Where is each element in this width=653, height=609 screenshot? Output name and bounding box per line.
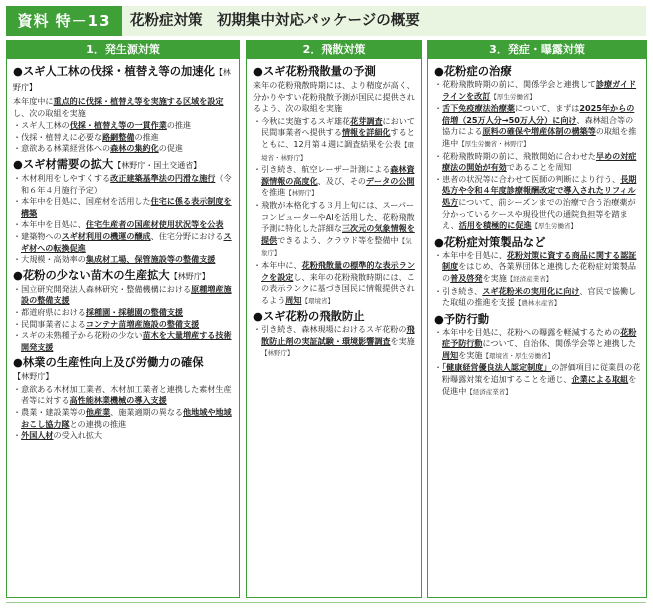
- section-title: ●花粉の少ない苗木の生産拡大【林野庁】: [13, 268, 210, 282]
- column-source-measures: [6, 40, 240, 598]
- list-item: ・ 木材利用をしやすくする改正建築基準法の円滑な施行（令和６年４月施行予定）: [13, 173, 234, 196]
- list-item: ・ 本年中を目処に、国産材を活用した住宅に係る表示制度を構築: [13, 196, 234, 219]
- column-body: [247, 59, 421, 360]
- list-item: ・ 引き続き、森林現場におけるスギ花粉の飛散防止剤の実証試験・環境影響調査を実施【林野庁】: [253, 324, 416, 360]
- list-item: ・ スギの未熟種子から花粉の少ない苗木を大量増産する技術開発支援: [13, 330, 234, 353]
- list-item: ・ 花粉飛散時期の前に、関係学会と連携して診療ガイドラインを改訂【厚生労働省】: [434, 79, 641, 103]
- column-heading: 3．発症・曝露対策: [428, 41, 646, 59]
- paragraph: 本年度中に重点的に伐採・植替え等を実施する区域を設定し、次の取組を実施: [13, 96, 224, 118]
- document-badge: 資料 特－13: [6, 6, 122, 36]
- list-item: ・ 引き続き、航空レーザー計測による森林資源情報の高度化、及び、そのデータの公開を推進【林野庁】: [253, 164, 416, 200]
- list-item: ・ 患者の状況等に合わせて医師の判断により行う、長期処方や令和４年度診療報酬改定で導入されたリフィル処方について、前シーズンまでの治療で合う治療薬が分かっているケースや現役世代の通院負担等を踏まえ、活用を積極的に促進【厚生労働省】: [434, 174, 641, 233]
- column-heading: 2．飛散対策: [247, 41, 421, 59]
- section-title: ●予防行動: [434, 312, 490, 326]
- list-item: ・ 伐採・植替えに必要な路網整備の推進: [13, 132, 234, 144]
- column-dispersal-measures: [246, 40, 422, 598]
- list-item: ・ 本年中を目処に、花粉への曝露を軽減するための花粉症予防行動について、自治体、関係学会等と連携した周知を実施【環境省・厚生労働省】: [434, 327, 641, 363]
- column-body: [7, 59, 239, 442]
- list-item: ・ 意欲ある木材加工業者、木材加工業者と連携した素材生産者等に対する高性能林業機械の導入支援: [13, 384, 234, 407]
- list-item: ・ 国立研究開発法人森林研究・整備機構における原種増産施設の整備支援: [13, 284, 234, 307]
- list-item: ・ 外国人材の受入れ拡大: [13, 430, 234, 442]
- list-item: ・ 舌下免疫療法治療薬について、まずは2025年からの倍増（25万人分→50万人分）に向け、森林組合等の協力による原料の確保や増産体制の構築等の取組を推進中【厚生労働省・林野庁】: [434, 103, 641, 150]
- list-item: ・ 本年中を目処に、花粉対策に資する商品に関する認証制度をはじめ、各業界団体と連携した花粉症対策製品の普及啓発を実施【経済産業省】: [434, 250, 641, 286]
- list-item: ・ 本年中に、花粉飛散量の標準的な表示ランクを設定し、来年の花粉飛散時期には、この表示ランクに基づき国民に情報提供されるよう周知【環境省】: [253, 260, 416, 307]
- list-item: ・ 本年中を目処に、住宅生産者の国産材使用状況等を公表: [13, 219, 234, 231]
- list-item: ・ 大規模・高効率の集成材工場、保管施設等の整備支援: [13, 254, 234, 266]
- section-title: ●スギ花粉の飛散防止: [253, 310, 365, 324]
- paragraph: 来年の花粉飛散時期には、より精度が高く、分かりやすい花粉飛散予測が国民に提供されるよう、次の取組を実施: [253, 80, 415, 114]
- list-item: ・ 花粉飛散時期の前に、飛散開始に合わせた早めの対症療法の開始が有効であることを周知: [434, 151, 641, 174]
- title-bar: [6, 6, 646, 36]
- list-item: ・ スギ人工林の伐採・植替え等の一貫作業の推進: [13, 120, 234, 132]
- column-heading: 1．発生源対策: [7, 41, 239, 59]
- page-title: 花粉症対策 初期集中対応パッケージの概要: [130, 13, 420, 29]
- list-item: ・ 飛散が本格化する３月上旬には、スーパーコンピューターやAIを活用した、花粉飛散予測に特化した詳細な三次元の気象情報を提供できるよう、クラウド等を整備中【気象庁】: [253, 200, 416, 260]
- list-item: ・ 意欲ある林業経営体への森林の集約化の促進: [13, 143, 234, 155]
- section-title: ●スギ花粉飛散量の予測: [253, 65, 376, 78]
- paragraph: 【林野庁】: [13, 371, 54, 382]
- list-item: ・ 引き続き、スギ花粉米の実用化に向け、官民で協働した取組の推進を支援【農林水産省】: [434, 286, 641, 310]
- list-item: ・ 都道府県における採種園・採穂園の整備支援: [13, 307, 234, 319]
- list-item: ・ 「健康経営優良法人認定制度」の評価項目に従業員の花粉曝露対策を追加することを通じ、企業による取組を促進中【経済産業省】: [434, 362, 641, 398]
- section-title: ●スギ人工林の伐採・植替え等の加速化【林野庁】: [13, 65, 231, 92]
- section-title: ●スギ材需要の拡大【林野庁・国土交通省】: [13, 157, 202, 171]
- list-item: ・ 民間事業者によるコンテナ苗増産施設の整備支援: [13, 319, 234, 331]
- section-title: ●花粉症の治療: [434, 65, 512, 78]
- footer-divider: [6, 602, 646, 603]
- list-item: ・ 今秋に実施するスギ雄花花芽調査において民間事業者へ提供する情報を詳細化するとともに、12月第４週に調査結果を公表【環境省・林野庁】: [253, 116, 416, 164]
- section-title: ●花粉症対策製品など: [434, 235, 546, 249]
- column-body: [428, 59, 646, 398]
- list-item: ・ 農業・建設業等の他産業、施業適期の異なる他地域や地域おこし協力隊との連携の推進: [13, 407, 234, 430]
- list-item: ・ 建築物へのスギ材利用の機運の醸成、住宅分野におけるスギ材への転換促進: [13, 231, 234, 254]
- section-title: ●林業の生産性向上及び労働力の確保: [13, 356, 204, 370]
- column-exposure-measures: [427, 40, 647, 598]
